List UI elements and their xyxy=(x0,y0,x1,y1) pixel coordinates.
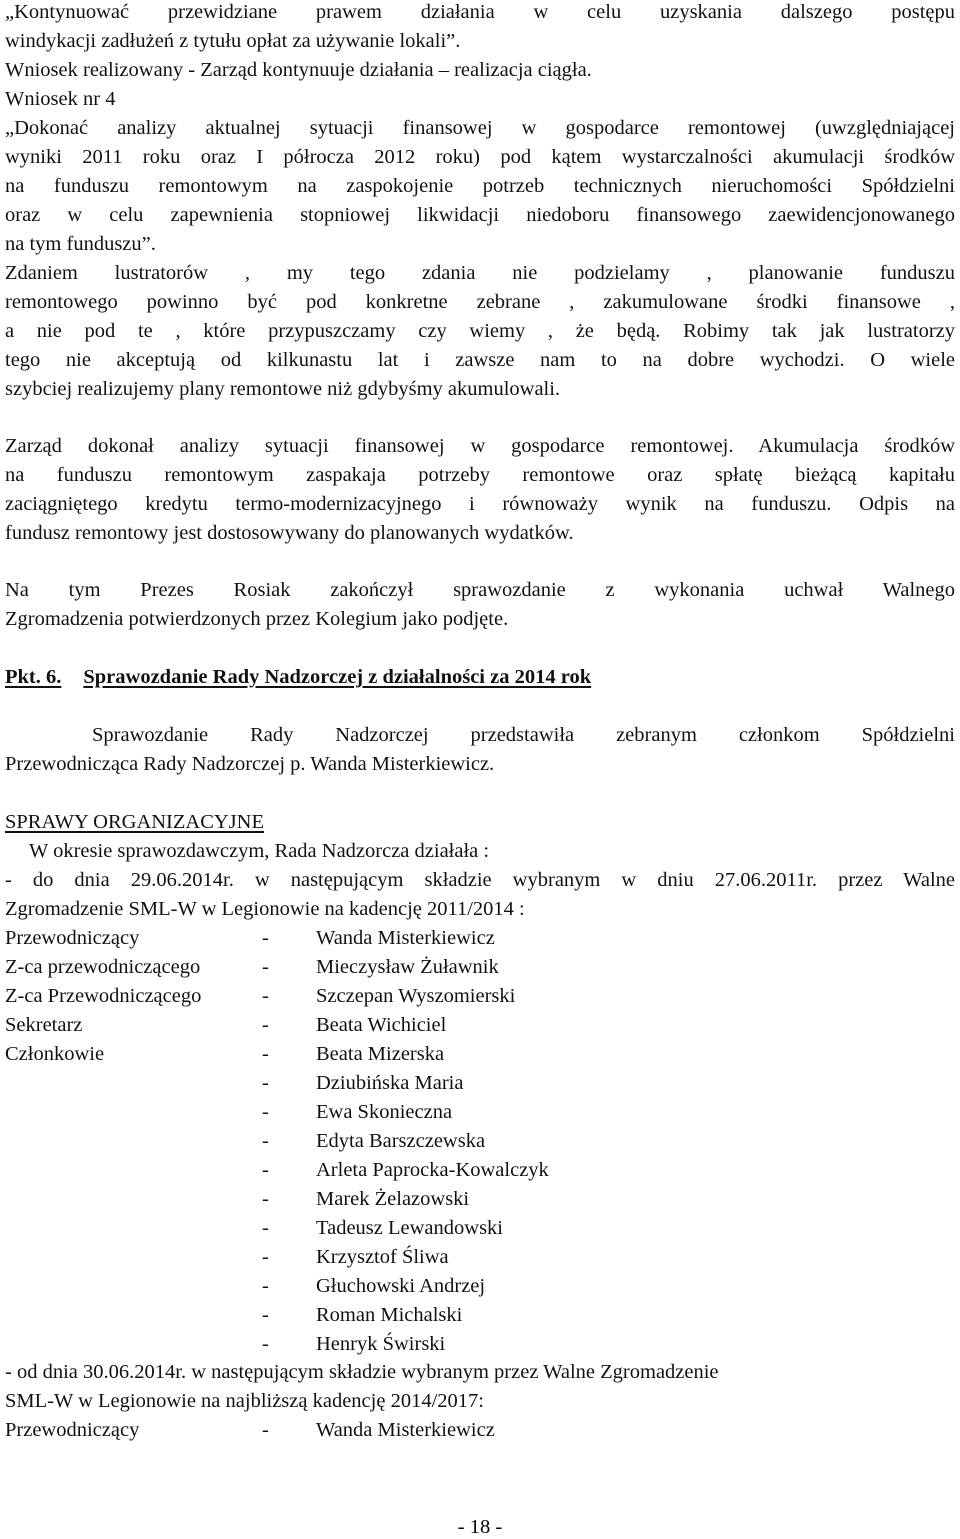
member-dash: - xyxy=(262,985,269,1007)
paragraph-line: tego nie akceptują od kilkunastu lat i zawsze nam to na dobre wychodzi. O wiele xyxy=(5,349,955,371)
member-name: Beata Mizerska xyxy=(316,1043,445,1065)
paragraph-line: Sprawozdanie Rady Nadzorczej przedstawiła zebranym członkom Spółdzielni xyxy=(92,724,955,746)
member-name: Marek Żelazowski xyxy=(316,1188,470,1210)
member-name: Głuchowski Andrzej xyxy=(316,1275,486,1297)
paragraph-line: remontowego powinno być pod konkretne zebrane , zakumulowane środki finansowe , xyxy=(5,291,955,313)
member-dash: - xyxy=(262,1101,269,1123)
paragraph-line: Zdaniem lustratorów , my tego zdania nie podzielamy , planowanie funduszu xyxy=(5,262,955,284)
member-dash: - xyxy=(262,1188,269,1210)
member-dash: - xyxy=(262,927,269,949)
member-dash: - xyxy=(262,1014,269,1036)
member-name: Tadeusz Lewandowski xyxy=(316,1217,503,1239)
paragraph-line: - od dnia 30.06.2014r. w następującym składzie wybranym przez Walne Zgromadzenie xyxy=(5,1361,719,1383)
paragraph-line: fundusz remontowy jest dostosowywany do planowanych wydatków. xyxy=(5,522,574,544)
member-dash: - xyxy=(262,1043,269,1065)
member-role: Członkowie xyxy=(5,1043,105,1065)
member-name: Mieczysław Żuławnik xyxy=(316,956,499,978)
paragraph-line: - do dnia 29.06.2014r. w następującym składzie wybranym w dniu 27.06.2011r. przez Walne xyxy=(5,869,955,891)
member-dash: - xyxy=(262,1275,269,1297)
paragraph-line: Zgromadzenia potwierdzonych przez Kolegium jako podjęte. xyxy=(5,608,509,630)
section-heading: Wniosek nr 4 xyxy=(5,88,116,110)
paragraph-line: Na tym Prezes Rosiak zakończył sprawozdanie z wykonania uchwał Walnego xyxy=(5,579,955,601)
member-dash: - xyxy=(262,956,269,978)
member-dash: - xyxy=(262,1419,269,1441)
member-name: Beata Wichiciel xyxy=(316,1014,447,1036)
paragraph-line: „Dokonać analizy aktualnej sytuacji finansowej w gospodarce remontowej (uwzględniającej xyxy=(5,117,955,139)
member-dash: - xyxy=(262,1217,269,1239)
paragraph-line: Wniosek realizowany - Zarząd kontynuuje działania – realizacja ciągła. xyxy=(5,59,592,81)
member-dash: - xyxy=(262,1159,269,1181)
paragraph-line: zaciągniętego kredytu termo-modernizacyjnego i równoważy wynik na funduszu. Odpis na xyxy=(5,493,955,515)
paragraph-line: szybciej realizujemy plany remontowe niż gdybyśmy akumulowali. xyxy=(5,378,561,400)
member-role: Sekretarz xyxy=(5,1014,83,1036)
paragraph-line: Zarząd dokonał analizy sytuacji finansowej w gospodarce remontowej. Akumulacja środków xyxy=(5,435,955,457)
paragraph-line: „Kontynuować przewidziane prawem działania w celu uzyskania dalszego postępu xyxy=(5,1,955,23)
member-name: Wanda Misterkiewicz xyxy=(316,927,495,949)
member-name: Dziubińska Maria xyxy=(316,1072,464,1094)
page-number: - 18 - xyxy=(457,1516,503,1538)
paragraph-line: na funduszu remontowym zaspakaja potrzeby remontowe oraz spłatę bieżącą kapitału xyxy=(5,464,955,486)
paragraph-line: windykacji zadłużeń z tytułu opłat za używanie lokali”. xyxy=(5,30,461,52)
member-dash: - xyxy=(262,1130,269,1152)
member-role: Z-ca Przewodniczącego xyxy=(5,985,202,1007)
member-dash: - xyxy=(262,1246,269,1268)
paragraph-line: SML-W w Legionowie na najbliższą kadencję 2014/2017: xyxy=(5,1390,484,1412)
member-name: Szczepan Wyszomierski xyxy=(316,985,516,1007)
section-heading: SPRAWY ORGANIZACYJNE xyxy=(5,811,264,833)
paragraph-line: wyniki 2011 roku oraz I półrocza 2012 roku) pod kątem wystarczalności akumulacji środków xyxy=(5,146,955,168)
paragraph-line: na tym funduszu”. xyxy=(5,233,156,255)
paragraph-line: Zgromadzenie SML-W w Legionowie na kadencję 2011/2014 : xyxy=(5,898,525,920)
paragraph-line: oraz w celu zapewnienia stopniowej likwidacji niedoboru finansowego zaewidencjonowanego xyxy=(5,204,955,226)
member-name: Henryk Świrski xyxy=(316,1333,446,1355)
paragraph-line: W okresie sprawozdawczym, Rada Nadzorcza działała : xyxy=(29,840,490,862)
member-role: Przewodniczący xyxy=(5,927,140,949)
member-role: Z-ca przewodniczącego xyxy=(5,956,201,978)
member-dash: - xyxy=(262,1072,269,1094)
agenda-point-number: Pkt. 6. xyxy=(5,666,62,688)
member-role: Przewodniczący xyxy=(5,1419,140,1441)
paragraph-line: Przewodnicząca Rady Nadzorczej p. Wanda Misterkiewicz. xyxy=(5,753,495,775)
member-name: Wanda Misterkiewicz xyxy=(316,1419,495,1441)
agenda-point xyxy=(5,665,591,689)
member-name: Krzysztof Śliwa xyxy=(316,1246,449,1268)
member-name: Edyta Barszczewska xyxy=(316,1130,486,1152)
member-name: Roman Michalski xyxy=(316,1304,463,1326)
paragraph-line: a nie pod te , które przypuszczamy czy wiemy , że będą. Robimy tak jak lustratorzy xyxy=(5,320,955,342)
agenda-point-title: Sprawozdanie Rady Nadzorczej z działalności za 2014 rok xyxy=(83,666,592,688)
member-dash: - xyxy=(262,1304,269,1326)
member-name: Ewa Skonieczna xyxy=(316,1101,453,1123)
member-dash: - xyxy=(262,1333,269,1355)
paragraph-line: na funduszu remontowym na zaspokojenie potrzeb technicznych nieruchomości Spółdzielni xyxy=(5,175,955,197)
member-name: Arleta Paprocka-Kowalczyk xyxy=(316,1159,549,1181)
